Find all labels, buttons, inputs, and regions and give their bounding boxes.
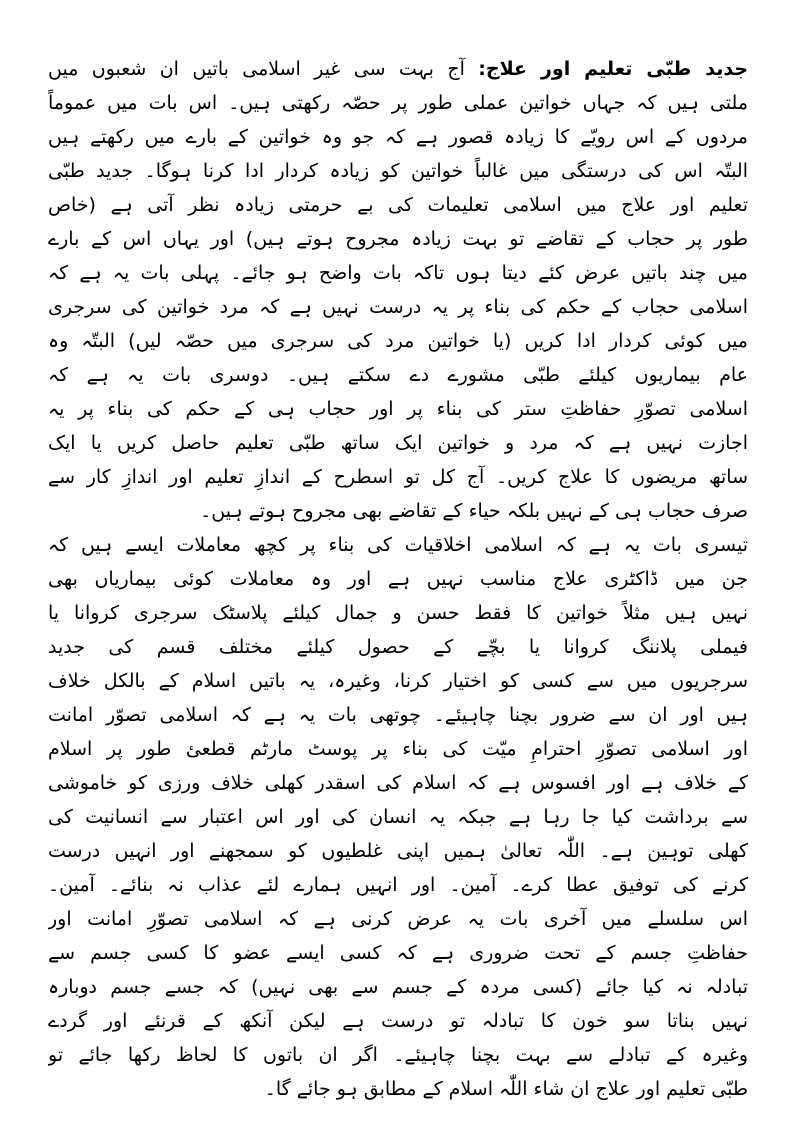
- paragraph-line-23: سے برداشت کیا جا رہا ہے جبکہ یہ انسان کی اور اس اعتبار سے انسانیت کی: [48, 806, 748, 828]
- paragraph-line-13: ساتھ مریضوں کا علاج کریں۔ آج کل تو اسطرح کے اندازِ تعلیم اور اندازِ کار سے: [48, 466, 748, 488]
- paragraph-line-14: صرف حجاب ہی کے نہیں بلکہ حیاء کے تقاضے بھی مجروح ہوتے ہیں۔: [200, 500, 748, 522]
- paragraph-line-7: میں چند باتیں عرض کئے دیتا ہوں تاکہ بات واضح ہو جائے۔ پہلی بات یہ ہے کہ: [48, 262, 748, 284]
- paragraph-line-17: نہیں ہیں مثلاً خواتین کا فقط حسن و جمال کیلئے پلاسٹک سرجری کروانا یا: [48, 602, 748, 624]
- paragraph-line-8: اسلامی حجاب کے حکم کی بناء پر یہ درست نہیں ہے کہ مرد خواتین کی سرجری: [48, 296, 748, 318]
- paragraph-line-19: سرجریوں میں سے کسی کو اختیار کرنا، وغیرہ، یہ باتیں اسلام کے بالکل خلاف: [48, 670, 748, 692]
- paragraph-line-4: البتّہ اس کی درستگی میں غالباً خواتین کو زیادہ کردار ادا کرنا ہوگا۔ جدید طبّی: [48, 160, 748, 182]
- paragraph-line-27: حفاظتِ جسم کے تحت ضروری ہے کہ کسی ایسے عضو کا کسی جسم سے: [48, 942, 748, 964]
- paragraph-line-16: جن میں ڈاکٹری علاج مناسب نہیں ہے اور وہ معاملات کوئی بیماریاں بھی: [48, 568, 748, 590]
- paragraph-line-1: [48, 52, 748, 86]
- paragraph-line-18: فیملی پلاننگ کروانا یا بچّے کے حصول کیلئے مختلف قسم کی جدید: [48, 636, 748, 658]
- paragraph-line-1-text: آج بہت سی غیر اسلامی باتیں ان شعبوں میں: [48, 58, 465, 80]
- paragraph-line-6: طور پر حجاب کے تقاضے تو بہت زیادہ مجروح ہوتے ہیں) اور یہاں اس کے بارے: [48, 228, 748, 250]
- paragraph-line-26: اس سلسلے میں آخری بات یہ عرض کرنی ہے کہ اسلامی تصوّرِ امانت اور: [48, 908, 748, 930]
- paragraph-line-28: تبادلہ نہ کیا جائے (کسی مردہ کے جسم سے بھی نہیں) کہ جسے جسم دوبارہ: [48, 976, 748, 998]
- paragraph-line-20: ہیں اور ان سے ضرور بچنا چاہیئے۔ چوتھی بات یہ ہے کہ اسلامی تصوّر امانت: [48, 704, 748, 726]
- paragraph-line-3: مردوں کے اس رویّے کا زیادہ قصور ہے کہ جو وہ خواتین کے بارے میں رکھتے ہیں: [48, 126, 748, 148]
- paragraph-line-9: میں کوئی کردار ادا کریں (یا خواتین مرد کی سرجری میں حصّہ لیں) البتّہ وہ: [48, 330, 748, 352]
- paragraph-line-21: اور اسلامی تصوّرِ احترامِ میّت کی بناء پر پوسٹ مارٹم قطعئ طور پر اسلام: [48, 738, 748, 760]
- paragraph-line-25: کرنے کی توفیق عطا کرے۔ آمین۔ اور انہیں ہمارے لئے عذاب نہ بنائے۔ آمین۔: [48, 874, 748, 896]
- paragraph-line-24: کھلی توہین ہے۔ اللّٰہ تعالیٰ ہمیں اپنی غلطیوں کو سمجھنے اور انہیں درست: [48, 840, 748, 862]
- paragraph-line-5: تعلیم اور علاج میں اسلامی تعلیمات کی بے حرمتی زیادہ نظر آتی ہے (خاص: [48, 194, 748, 216]
- paragraph-line-15: تیسری بات یہ ہے کہ اسلامی اخلاقیات کی بناء پر کچھ معاملات ایسے ہیں کہ: [48, 534, 748, 556]
- paragraph-line-31: طبّی تعلیم اور علاج ان شاء اللّٰہ اسلام کے مطابق ہو جائے گا۔: [264, 1078, 748, 1100]
- paragraph-line-30: وغیرہ کے تبادلے سے بہت بچنا چاہیئے۔ اگر ان باتوں کا لحاظ رکھا جائے تو: [48, 1044, 748, 1066]
- document-page: [48, 52, 748, 1106]
- paragraph-line-10: عام بیماریوں کیلئے طبّی مشورے دے سکتے ہیں۔ دوسری بات یہ ہے کہ: [48, 364, 748, 386]
- section-heading: جدید طبّی تعلیم اور علاج:: [478, 58, 748, 80]
- paragraph-line-2: ملتی ہیں کہ جہاں خواتین عملی طور پر حصّہ رکھتی ہیں۔ اس بات میں عموماً: [48, 92, 748, 114]
- paragraph-line-22: کے خلاف ہے اور افسوس ہے کہ اسلام کی اسقدر کھلی خلاف ورزی کو خاموشی: [48, 772, 748, 794]
- paragraph-line-29: نہیں بناتا سو خون کا تبادلہ تو درست ہے لیکن آنکھ کے قرنئے اور گردے: [48, 1010, 748, 1032]
- paragraph-line-12: اجازت نہیں ہے کہ مرد و خواتین ایک ساتھ طبّی تعلیم حاصل کریں یا ایک: [48, 432, 748, 454]
- paragraph-line-11: اسلامی تصوّرِ حفاظتِ ستر کی بناء پر اور حجاب ہی کے حکم کی بناء پر یہ: [48, 398, 748, 420]
